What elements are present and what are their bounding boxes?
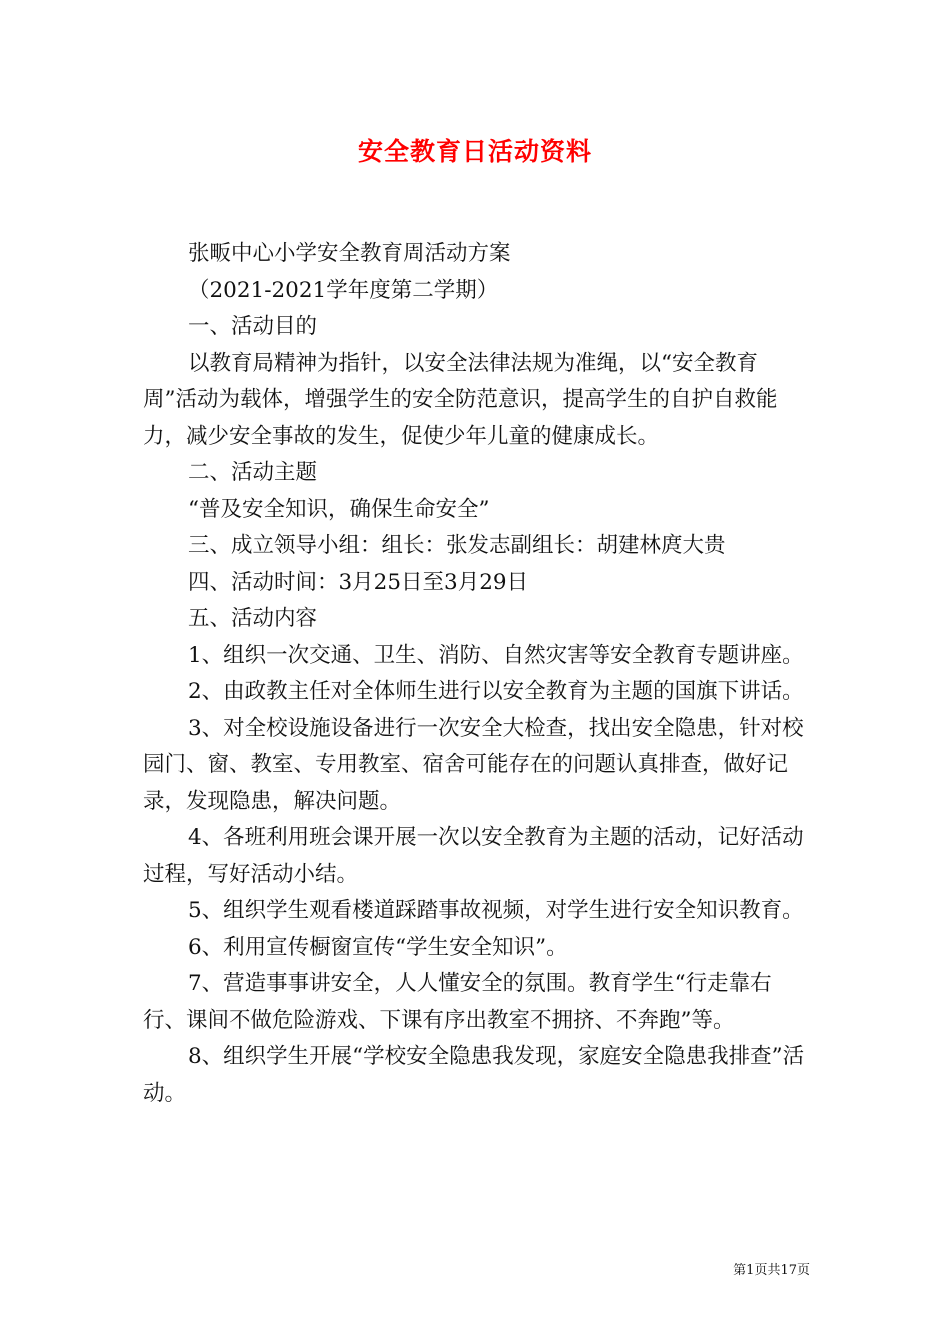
paragraph-item-7: 7、营造事事讲安全，人人懂安全的氛围。教育学生“行走靠右行、课间不做危险游戏、下课有序出教室不拥挤、不奔跑”等。 — [143, 971, 772, 1033]
paragraph-school-term: （2021-2021学年度第二学期） — [188, 277, 499, 303]
paragraph-section-theme: 二、活动主题 — [188, 460, 318, 485]
paragraph-item-5: 5、组织学生观看楼道踩踏事故视频，对学生进行安全知识教育。 — [188, 898, 804, 923]
paragraph-purpose-text: 以教育局精神为指针，以安全法律法规为准绳，以“安全教育周”活动为载体，增强学生的安全防范意识，提高学生的自护自救能力，减少安全事故的发生，促使少年儿童的健康成长。 — [143, 350, 778, 449]
paragraph-item-6: 6、利用宣传橱窗宣传“学生安全知识”。 — [188, 934, 568, 960]
document-title: 安全教育日活动资料 — [357, 137, 592, 166]
paragraph-theme-text: “普及安全知识，确保生命安全” — [188, 496, 490, 522]
paragraph-section-purpose: 一、活动目的 — [188, 314, 318, 339]
paragraph-item-8: 8、组织学生开展“学校安全隐患我发现，家庭安全隐患我排查”活动。 — [143, 1044, 805, 1106]
paragraph-leadership-group: 三、成立领导小组：组长：张发志副组长：胡建林庹大贵 — [188, 533, 726, 558]
paragraph-item-2: 2、由政教主任对全体师生进行以安全教育为主题的国旗下讲话。 — [188, 679, 804, 704]
paragraph-section-content: 五、活动内容 — [188, 606, 318, 631]
paragraph-item-4: 4、各班利用班会课开展一次以安全教育为主题的活动，记好活动过程，写好活动小结。 — [143, 825, 804, 887]
paragraph-item-3: 3、对全校设施设备进行一次安全大检查，找出安全隐患，针对校园门、窗、教室、专用教室、宿舍可能存在的问题认真排查，做好记录，发现隐患，解决问题。 — [143, 715, 804, 814]
paragraph-activity-time: 四、活动时间：3月25日至3月29日 — [188, 569, 529, 595]
page-number-footer: 第1页共17页 — [733, 1263, 810, 1278]
paragraph-item-1: 1、组织一次交通、卫生、消防、自然灾害等安全教育专题讲座。 — [188, 642, 804, 668]
document-body — [143, 236, 810, 1112]
paragraph-plan-title: 张畈中心小学安全教育周活动方案 — [188, 241, 511, 266]
